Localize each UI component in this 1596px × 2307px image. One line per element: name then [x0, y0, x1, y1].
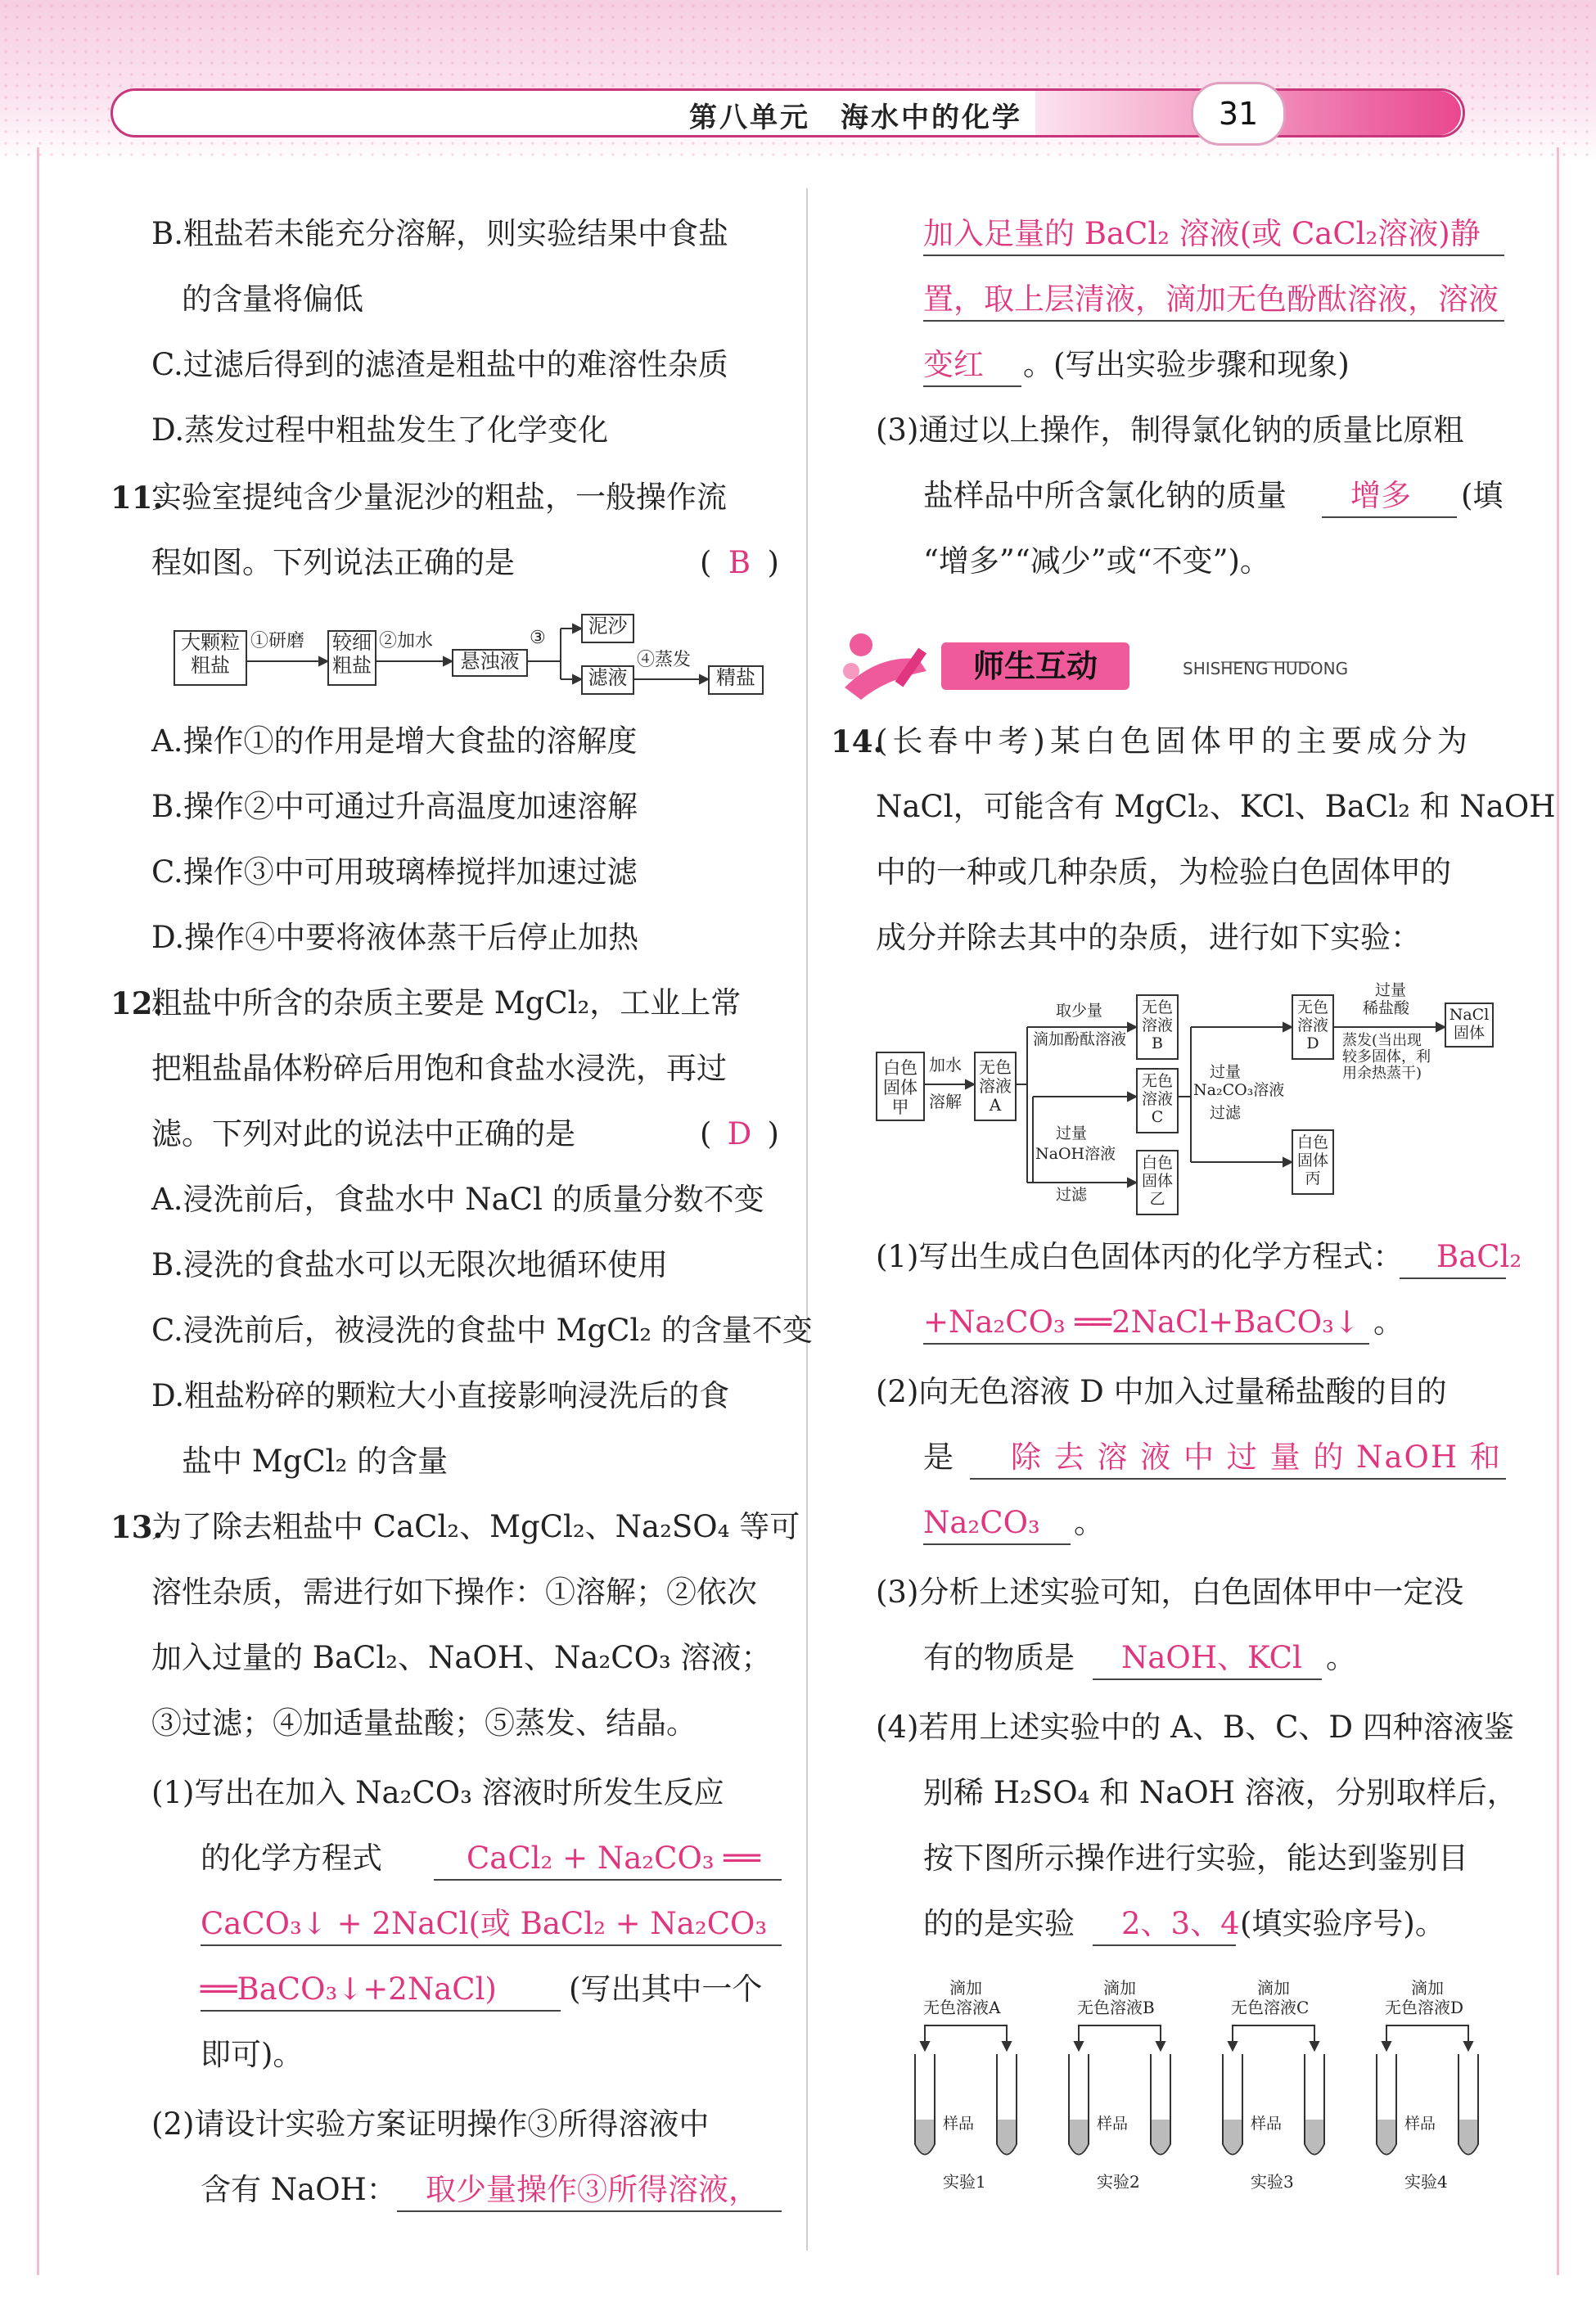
- q14-part2-answer-line1: 除 去 溶 液 中 过 量 的 NaOH 和: [1011, 1440, 1502, 1475]
- tube-top-label-1-2: 滴加: [1103, 1978, 1136, 1998]
- flow-op-na2co3-2: Na₂CO₃溶液: [1193, 1081, 1285, 1099]
- tube-top-label-2-4: 无色溶液D: [1385, 1998, 1464, 2017]
- flow-box-solution-a: 无色 溶液 A: [974, 1052, 1017, 1121]
- q14-number: 14.: [831, 723, 884, 759]
- test-tube-set-2: [1069, 2025, 1170, 2155]
- q13-stem-line2: 溶性杂质，需进行如下操作：①溶解；②依次: [151, 1575, 757, 1610]
- q12-answer: D: [727, 1116, 752, 1151]
- q13-number: 13.: [110, 1509, 164, 1545]
- q11-option-c: C.操作③中可用玻璃棒搅拌加速过滤: [151, 854, 638, 890]
- tube-experiment-label-2: 实验2: [1097, 2172, 1140, 2192]
- q10-option-b-line1: B.粗盐若未能充分溶解，则实验结果中食盐: [151, 216, 728, 251]
- tube-top-label-1-1: 滴加: [949, 1978, 982, 1998]
- flow-box-solid-jia: 白色 固体 甲: [876, 1052, 925, 1121]
- flow-op-add-water: ②加水: [379, 631, 434, 651]
- q11-option-b: B.操作②中可通过升高温度加速溶解: [151, 789, 638, 824]
- q13-part1-answer-line3: ══BaCO₃↓+2NaCl): [201, 1971, 497, 2007]
- flow-op-mid-3: 过滤: [1056, 1186, 1088, 1204]
- test-tube-set-3: [1223, 2025, 1324, 2155]
- flow-op-water-1: 加水: [929, 1055, 962, 1075]
- q13-part3-line2: 盐样品中所含氯化钠的质量: [923, 478, 1287, 513]
- tube-top-label-2-3: 无色溶液C: [1231, 1998, 1310, 2017]
- q12-option-c: C.浸洗前后，被浸洗的食盐中 MgCl₂ 的含量不变: [151, 1313, 813, 1348]
- q14-part2-end: 。: [1074, 1505, 1104, 1540]
- q14-part4-line1: (4)若用上述实验中的 A、B、C、D 四种溶液鉴: [876, 1710, 1514, 1745]
- flow-box-coarse-salt: 大颗粒 粗盐: [174, 630, 247, 686]
- q14-part1-end: 。: [1373, 1304, 1404, 1340]
- flow-op-hcl-1: 过量: [1375, 981, 1407, 999]
- tube-experiment-label-1: 实验1: [943, 2172, 986, 2192]
- q12-answer-bracket: ( D ): [700, 1116, 779, 1151]
- q14-stem-line1: (长春中考)某白色固体甲的主要成分为: [876, 723, 1472, 759]
- q13-part2-answer-line3: 置，取上层清液，滴加无色酚酞溶液，溶液: [923, 282, 1499, 317]
- q14-part3-answer: NaOH、KCl: [1121, 1640, 1302, 1675]
- flow-op-mid-1: 过量: [1056, 1124, 1088, 1142]
- q14-part4-line3: 按下图所示操作进行实验，能达到鉴别目: [923, 1841, 1468, 1876]
- tube-sample-label-3: 样品: [1251, 2115, 1283, 2133]
- tube-top-label-1-3: 滴加: [1257, 1978, 1290, 1998]
- q13-part3-answer: 增多: [1350, 478, 1411, 513]
- test-tube-set-4: [1377, 2025, 1478, 2155]
- flow-op-grind: ①研磨: [250, 631, 305, 651]
- q14-part4-line4: 的的是实验: [923, 1906, 1075, 1941]
- q11-answer-bracket: ( B ): [700, 545, 779, 580]
- q14-part1-answer-line2: +Na₂CO₃ ══2NaCl+BaCO₃↓: [923, 1304, 1359, 1340]
- q14-part2-line1: (2)向无色溶液 D 中加入过量稀盐酸的目的: [876, 1374, 1447, 1409]
- unit-title: 第八单元 海水中的化学: [689, 101, 1022, 134]
- q10-option-b-line2: 的含量将偏低: [182, 282, 363, 317]
- flow-box-fine-salt: 较细 粗盐: [327, 630, 376, 686]
- q12-stem-line2: 把粗盐晶体粉碎后用饱和食盐水浸洗，再过: [151, 1051, 727, 1086]
- tube-sample-label-4: 样品: [1404, 2115, 1436, 2133]
- tube-top-label-2-1: 无色溶液A: [923, 1998, 1001, 2017]
- flow-op-evap-3: 用余热蒸干): [1342, 1065, 1422, 1082]
- flow-op-top-1: 取少量: [1056, 1002, 1103, 1020]
- q12-option-b: B.浸洗的食盐水可以无限次地循环使用: [151, 1247, 668, 1282]
- tube-experiment-label-4: 实验4: [1404, 2172, 1448, 2192]
- flow-box-sand: 泥沙: [581, 614, 634, 643]
- q13-stem-line1: 为了除去粗盐中 CaCl₂、MgCl₂、Na₂SO₄ 等可: [151, 1509, 800, 1544]
- q14-part4-line2: 别稀 H₂SO₄ 和 NaOH 溶液，分别取样后，: [923, 1775, 1517, 1810]
- flow-box-refined-salt: 精盐: [708, 665, 764, 695]
- q12-option-a: A.浸洗前后，食盐水中 NaCl 的质量分数不变: [151, 1182, 764, 1217]
- q11-answer: B: [728, 545, 751, 580]
- q10-option-d: D.蒸发过程中粗盐发生了化学变化: [151, 412, 609, 448]
- q13-part1-answer-line1: CaCl₂ + Na₂CO₃ ══: [467, 1841, 760, 1876]
- q14-part3-line1: (3)分析上述实验可知，白色固体甲中一定没: [876, 1575, 1464, 1610]
- flow-box-filtrate: 滤液: [581, 665, 634, 695]
- q13-part2-answer-line4: 变红: [923, 347, 984, 382]
- flow-box-nacl-solid: NaCl 固体: [1445, 1003, 1494, 1048]
- flow-box-solution-d: 无色 溶液 D: [1292, 994, 1334, 1060]
- flow-box-solid-yi: 白色 固体 乙: [1136, 1150, 1179, 1215]
- q14-part2-line2: 是: [923, 1440, 954, 1475]
- q13-part1-tail: (写出其中一个: [569, 1971, 763, 2007]
- flow-op-evaporate: ④蒸发: [637, 650, 692, 670]
- q13-part2-line1: (2)请设计实验方案证明操作③所得溶液中: [151, 2106, 710, 2142]
- q13-stem-line3: 加入过量的 BaCl₂、NaOH、Na₂CO₃ 溶液；: [151, 1640, 772, 1675]
- q13-part2-tail: 。(写出实验步骤和现象): [1023, 347, 1350, 382]
- q11-stem-line2: 程如图。下列说法正确的是: [151, 545, 515, 580]
- flow-op-mid-2: NaOH溶液: [1035, 1145, 1116, 1163]
- tube-sample-label-2: 样品: [1097, 2115, 1129, 2133]
- q13-part1-tail2: 即可)。: [201, 2037, 304, 2072]
- flow-op-hcl-2: 稀盐酸: [1363, 999, 1410, 1017]
- q13-part3-line3: “增多”“减少”或“不变”)。: [923, 543, 1270, 579]
- q11-stem-line1: 实验室提纯含少量泥沙的粗盐，一般操作流: [151, 480, 727, 515]
- tube-sample-label-1: 样品: [943, 2115, 975, 2133]
- flow-op-na2co3-3: 过滤: [1210, 1104, 1242, 1122]
- tube-experiment-label-3: 实验3: [1251, 2172, 1294, 2192]
- q13-part2-line2: 含有 NaOH：: [201, 2172, 397, 2207]
- q14-part3-end: 。: [1326, 1640, 1356, 1675]
- q13-part2-answer-line2: 加入足量的 BaCl₂ 溶液(或 CaCl₂溶液)静: [923, 216, 1481, 251]
- test-tube-set-1: [915, 2025, 1017, 2155]
- flow-box-suspension: 悬浊液: [452, 649, 528, 677]
- q14-part1-line1: (1)写出生成白色固体丙的化学方程式：: [876, 1239, 1404, 1274]
- q11-option-d: D.操作④中要将液体蒸干后停止加热: [151, 920, 639, 955]
- q12-option-d-line2: 盐中 MgCl₂ 的含量: [182, 1444, 449, 1479]
- q14-stem-line4: 成分并除去其中的杂质，进行如下实验：: [876, 920, 1421, 955]
- q12-stem-line1: 粗盐中所含的杂质主要是 MgCl₂，工业上常: [151, 985, 742, 1021]
- q14-stem-line3: 中的一种或几种杂质，为检验白色固体甲的: [876, 854, 1451, 890]
- section-title: 师生互动: [941, 642, 1129, 690]
- flow-op-water-2: 溶解: [929, 1092, 962, 1111]
- q13-part2-answer-line1: 取少量操作③所得溶液，: [426, 2172, 759, 2207]
- page-number: 31: [1191, 82, 1286, 146]
- q14-part1-answer-line1: BaCl₂: [1436, 1239, 1522, 1274]
- q13-part1-line2: 的化学方程式: [201, 1841, 382, 1876]
- flow-box-solid-bing: 白色 固体 丙: [1292, 1129, 1334, 1195]
- q14-stem-line2: NaCl，可能含有 MgCl₂、KCl、BaCl₂ 和 NaOH: [876, 789, 1556, 824]
- flow-box-solution-c: 无色 溶液 C: [1136, 1068, 1179, 1133]
- q14-part4-tail: (填实验序号)。: [1240, 1906, 1445, 1941]
- flow-op-filter: ③: [530, 628, 546, 648]
- flow-box-solution-b: 无色 溶液 B: [1136, 994, 1179, 1060]
- q14-part4-answer: 2、3、4: [1121, 1906, 1240, 1941]
- q13-part3-tail: (填: [1461, 478, 1504, 513]
- q13-part1-line1: (1)写出在加入 Na₂CO₃ 溶液时所发生反应: [151, 1775, 724, 1810]
- section-title-pinyin: SHISHENG HUDONG: [1183, 659, 1349, 678]
- q12-number: 12.: [110, 985, 164, 1021]
- q13-stem-line4: ③过滤；④加适量盐酸；⑤蒸发、结晶。: [151, 1705, 697, 1741]
- flow-op-top-2: 滴加酚酞溶液: [1033, 1030, 1127, 1048]
- flow-op-na2co3-1: 过量: [1210, 1063, 1242, 1081]
- q12-option-d-line1: D.粗盐粉碎的颗粒大小直接影响浸洗后的食: [151, 1378, 730, 1413]
- tube-top-label-2-2: 无色溶液B: [1077, 1998, 1155, 2017]
- tube-top-label-1-4: 滴加: [1411, 1978, 1444, 1998]
- flow-op-evap-1: 蒸发(当出现: [1342, 1032, 1422, 1049]
- q13-part3-line1: (3)通过以上操作，制得氯化钠的质量比原粗: [876, 412, 1464, 448]
- q11-number: 11.: [110, 480, 164, 516]
- q14-part3-line2: 有的物质是: [923, 1640, 1075, 1675]
- q12-stem-line3: 滤。下列对此的说法中正确的是: [151, 1116, 575, 1151]
- q11-option-a: A.操作①的作用是增大食盐的溶解度: [151, 723, 638, 759]
- q13-part1-answer-line2: CaCO₃↓ + 2NaCl(或 BaCl₂ + Na₂CO₃: [201, 1906, 768, 1941]
- q10-option-c: C.过滤后得到的滤渣是粗盐中的难溶性杂质: [151, 347, 728, 382]
- flow-op-evap-2: 较多固体，利: [1342, 1048, 1431, 1066]
- q14-part2-answer-line2: Na₂CO₃: [923, 1505, 1040, 1540]
